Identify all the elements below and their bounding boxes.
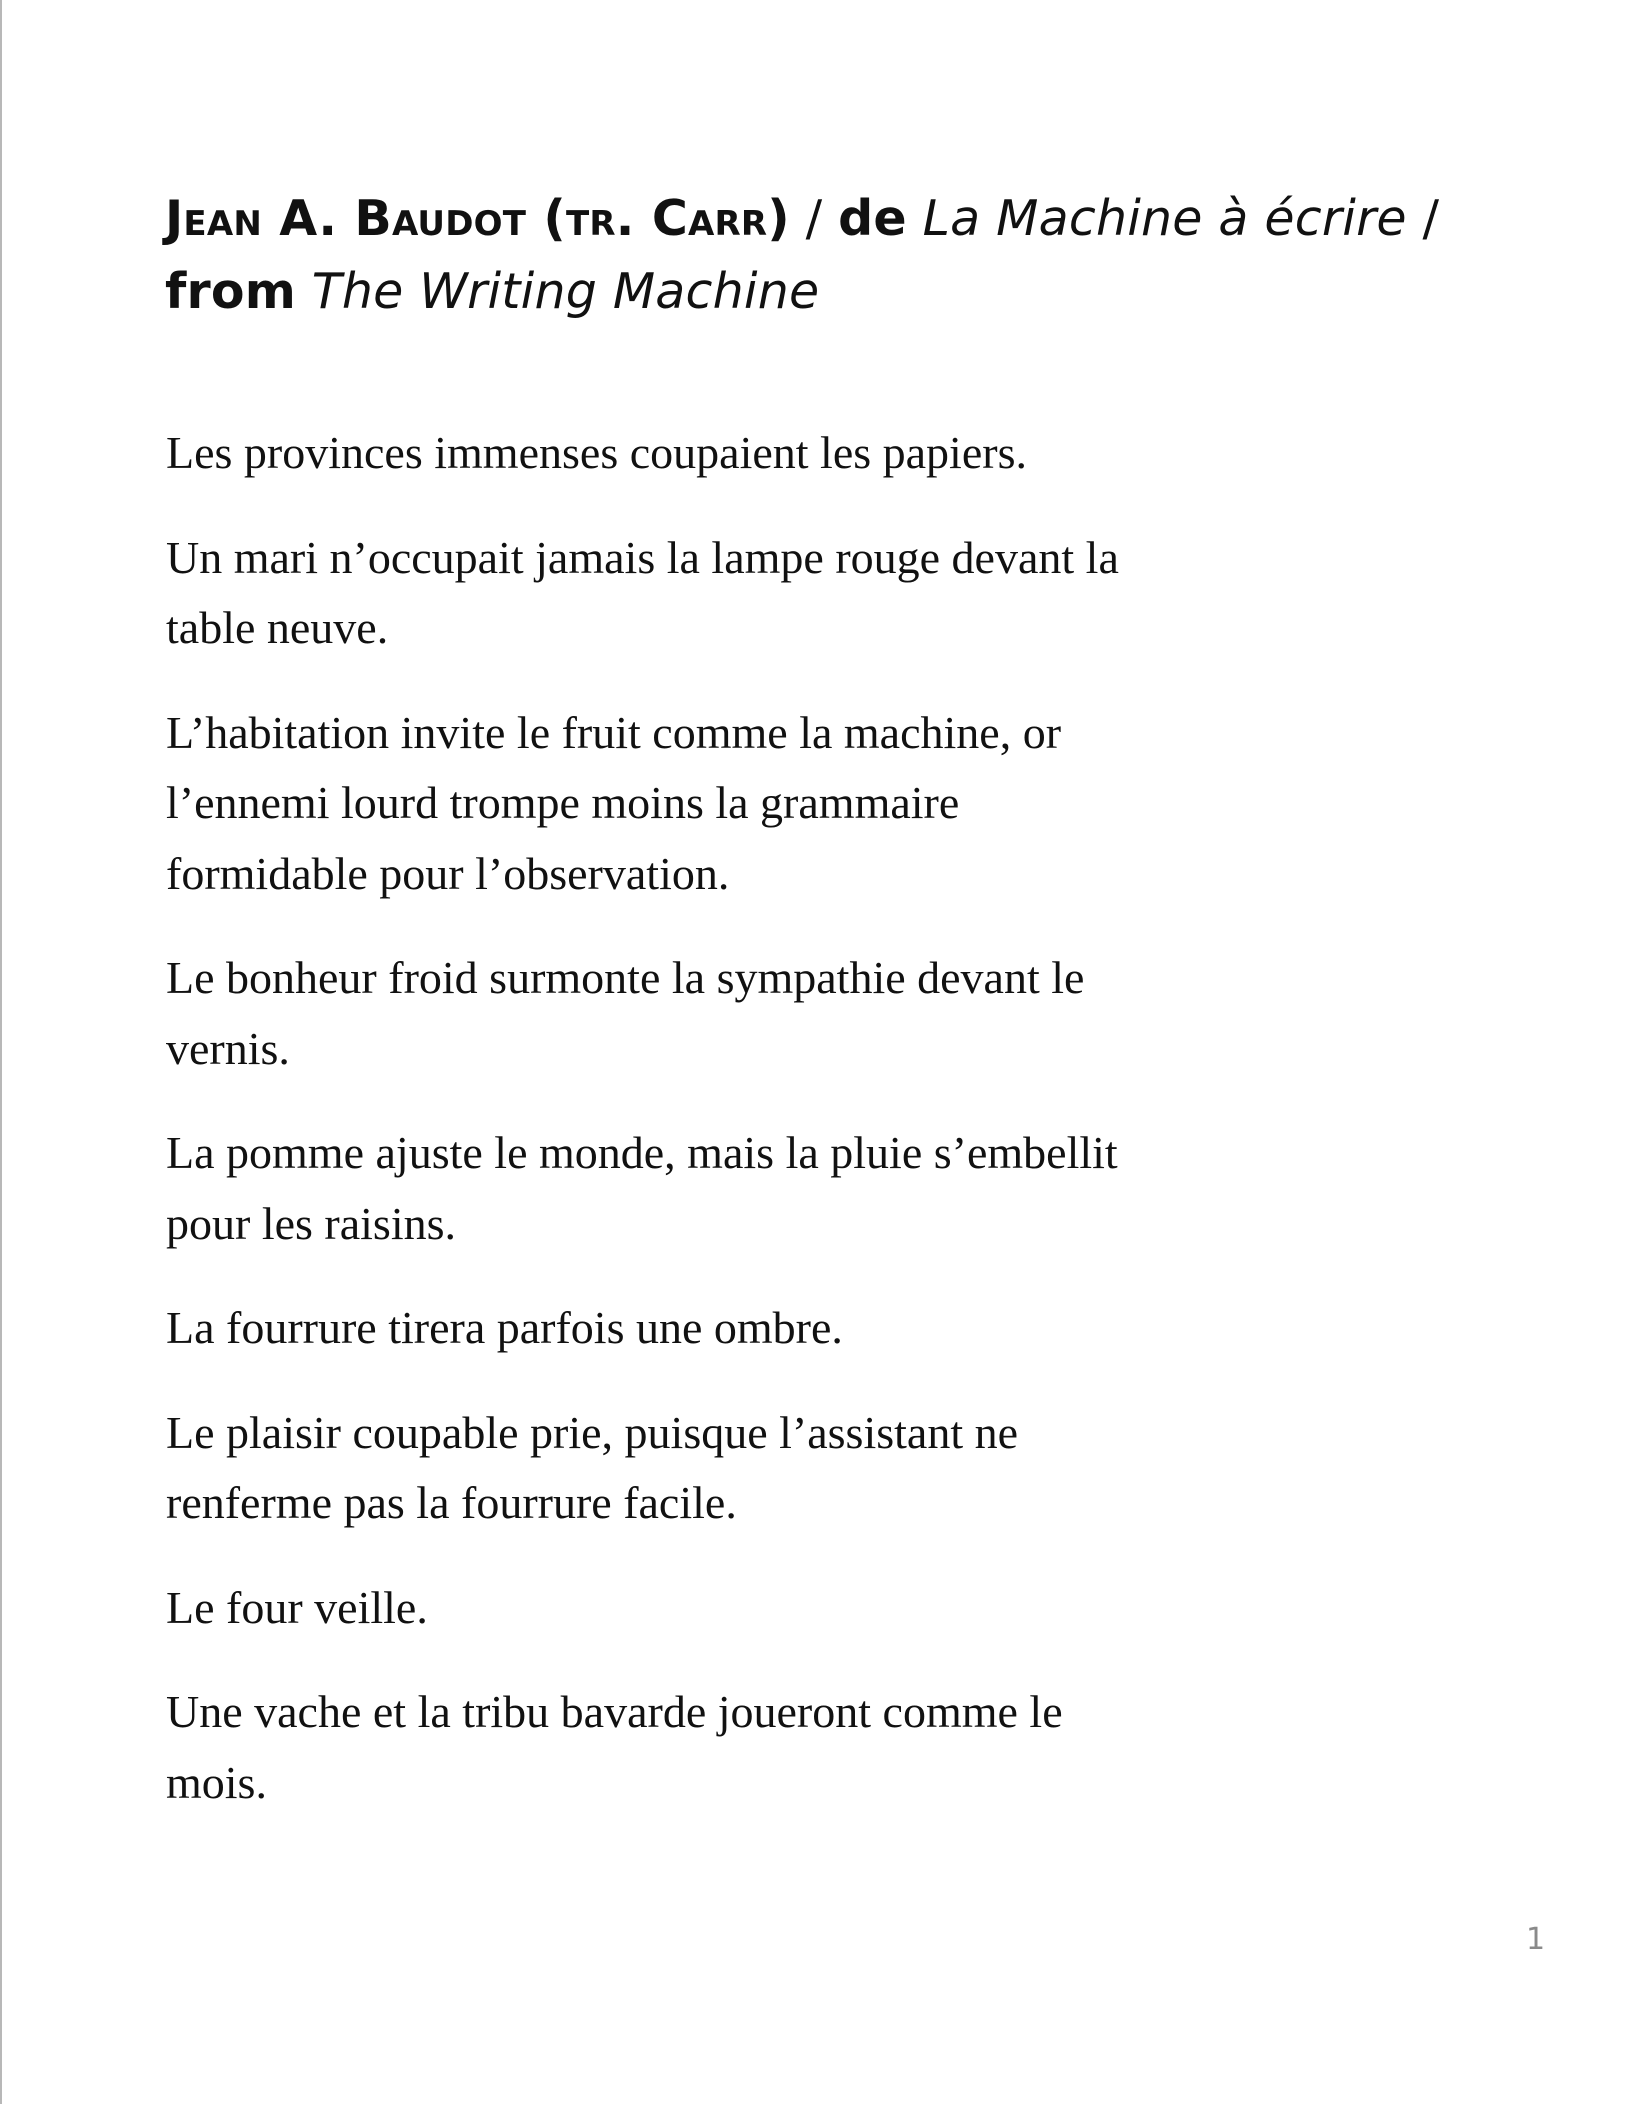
- poem-line: La pomme ajuste le monde, mais la pluie s’embellit: [166, 1127, 1118, 1178]
- french-title: La Machine à écrire: [922, 190, 1407, 247]
- separator: /: [789, 190, 839, 247]
- poem-line: Les provinces immenses coupaient les papiers.: [166, 427, 1027, 478]
- poem-line: Le plaisir coupable prie, puisque l’assistant ne: [166, 1406, 1019, 1458]
- stanza: [166, 1677, 1286, 1818]
- stanza: [166, 1398, 1286, 1539]
- stanza: [166, 698, 1286, 910]
- page-edge-line: [0, 0, 2, 2104]
- poem-line: Un mari n’occupait jamais la lampe rouge devant la: [166, 531, 1119, 583]
- poem-line: formidable pour l’observation.: [166, 847, 730, 899]
- poem-line: Le bonheur froid surmonte la sympathie devant le: [166, 952, 1085, 1003]
- author-name: Jean A. Baudot (tr. Carr): [165, 190, 790, 247]
- poem-body: [166, 418, 1286, 1852]
- stanza: [166, 943, 1286, 1084]
- from-word: from: [165, 263, 297, 320]
- header-line-2: [165, 255, 1545, 328]
- separator: /: [1406, 190, 1440, 247]
- stanza: [166, 1573, 1286, 1644]
- stanza: [166, 523, 1286, 664]
- stanza: [166, 1293, 1286, 1364]
- poem-line: l’ennemi lourd trompe moins la grammaire: [166, 777, 960, 828]
- poem-line: La fourrure tirera parfois une ombre.: [166, 1302, 843, 1353]
- header-line-1: [165, 182, 1545, 255]
- poem-line: table neuve.: [166, 602, 389, 653]
- poem-line: vernis.: [166, 1022, 290, 1074]
- english-title: The Writing Machine: [311, 263, 820, 320]
- de-word: de: [838, 190, 907, 247]
- poem-line: Une vache et la tribu bavarde joueront comme le: [166, 1686, 1063, 1737]
- poem-line: L’habitation invite le fruit comme la machine, or: [166, 706, 1062, 758]
- stanza: [166, 418, 1286, 489]
- poem-line: Le four veille.: [166, 1581, 428, 1633]
- stanza: [166, 1118, 1286, 1259]
- poem-line: renferme pas la fourrure facile.: [166, 1477, 737, 1528]
- page-number: 1: [1526, 1922, 1546, 1957]
- poem-line: pour les raisins.: [166, 1197, 457, 1249]
- poem-line: mois.: [166, 1756, 267, 1808]
- page-header: [165, 182, 1545, 328]
